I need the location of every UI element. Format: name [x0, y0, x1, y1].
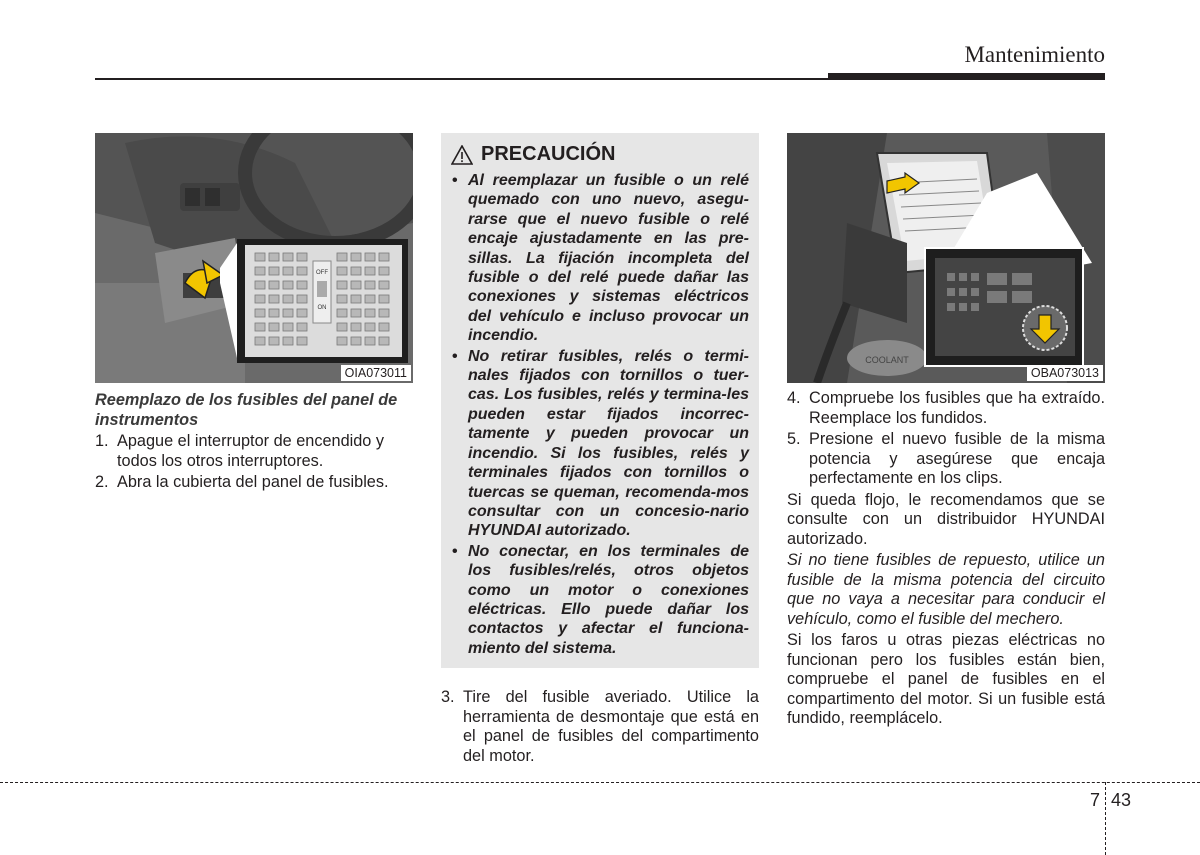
figure-code: OBA073013 [1027, 365, 1103, 381]
step-item [95, 473, 413, 493]
instrument-panel-illustration [95, 133, 413, 383]
caution-item: • No conectar, en los terminales de los fusibles/relés, otros objetos como un motor o conexiones eléctricas. Ello puede dañar los contactos y afectar el funciona-miento del sistema. [451, 542, 749, 658]
caution-list [451, 171, 749, 658]
header-rule [95, 78, 830, 80]
paragraph: Si los faros u otras piezas eléctricas no funcionan pero los fusibles están bien, compruebe el panel de fusibles en el compartimento del motor. Si un fusible está fundido, reemplácelo. [787, 631, 1105, 727]
step-number: 3. [441, 688, 455, 706]
paragraph: Si queda flojo, le recomendamos que se consulte con un distribuidor HYUNDAI autorizado. [787, 490, 1105, 548]
header-rule-accent [828, 73, 1105, 80]
step-item [95, 432, 413, 471]
step-number: 2. [95, 473, 109, 491]
coolant-label: COOLANT [865, 355, 909, 365]
figure-code: OIA073011 [341, 365, 411, 381]
step-item [787, 389, 1105, 428]
step-text: Compruebe los fusibles que ha extraído. Reemplace los fundidos. [809, 389, 1105, 427]
step-number: 5. [787, 430, 801, 448]
middle-column [441, 133, 759, 766]
step-text: Tire del fusible averiado. Utilice la herramienta de desmontaje que está en el panel de fusibles del compartimento del motor. [463, 688, 759, 765]
footer-divider [1105, 782, 1106, 855]
engine-fuse-box-illustration [787, 133, 1105, 383]
left-column [95, 133, 413, 493]
caution-title: PRECAUCIÓN [481, 143, 616, 166]
warning-triangle-icon [451, 145, 473, 165]
figure-caption: Reemplazo de los fusibles del panel de instrumentos [95, 391, 398, 429]
step-item [441, 688, 759, 766]
caution-box [441, 133, 759, 668]
step-text: Apague el interruptor de encendido y todos los otros interruptores. [117, 432, 385, 470]
chapter-number: 7 [1090, 790, 1101, 810]
engine-fuse-box-figure [787, 133, 1105, 383]
step-text: Abra la cubierta del panel de fusibles. [117, 473, 389, 491]
step-text: Presione el nuevo fusible de la misma potencia y asegúrese que encaja perfectamente en los clips. [809, 430, 1105, 487]
step-number: 1. [95, 432, 109, 450]
footer-rule [0, 782, 1200, 783]
caution-item: • No retirar fusibles, relés o termi-nales fijados con tornillos o tuer-cas. Los fusibles, relés y termina-les pueden estar fijados incorrec-tamente y pueden provocar un incendio. Si los fusibles, relés y terminales fijados con tornillos o tuercas se queman, recomenda-mos consultar con un concesio-nario HYUNDAI autorizado. [451, 347, 749, 541]
paragraph-note: Si no tiene fusibles de repuesto, utilice un fusible de la misma potencia del circuito que no vaya a necesitar para conducir el vehículo, como el fusible del mechero. [787, 551, 1105, 628]
step-number: 4. [787, 389, 801, 407]
page-number: 43 [1111, 790, 1132, 810]
caution-item: • Al reemplazar un fusible o un relé quemado con uno nuevo, asegu-rarse que el nuevo fusible o relé encaje ajustadamente en las pre-sillas. La fijación incompleta del fusible o del relé puede dañar las conexiones y sistemas eléctricos del vehículo e incluso provocar un incendio. [451, 171, 749, 346]
fuse-switch-off-label: OFF [316, 270, 328, 276]
fuse-switch-on-label: ON [317, 305, 327, 311]
section-title: Mantenimiento [964, 42, 1105, 67]
step-item [787, 430, 1105, 489]
caution-heading [451, 145, 749, 165]
instrument-panel-figure [95, 133, 413, 383]
right-column [787, 133, 1105, 729]
